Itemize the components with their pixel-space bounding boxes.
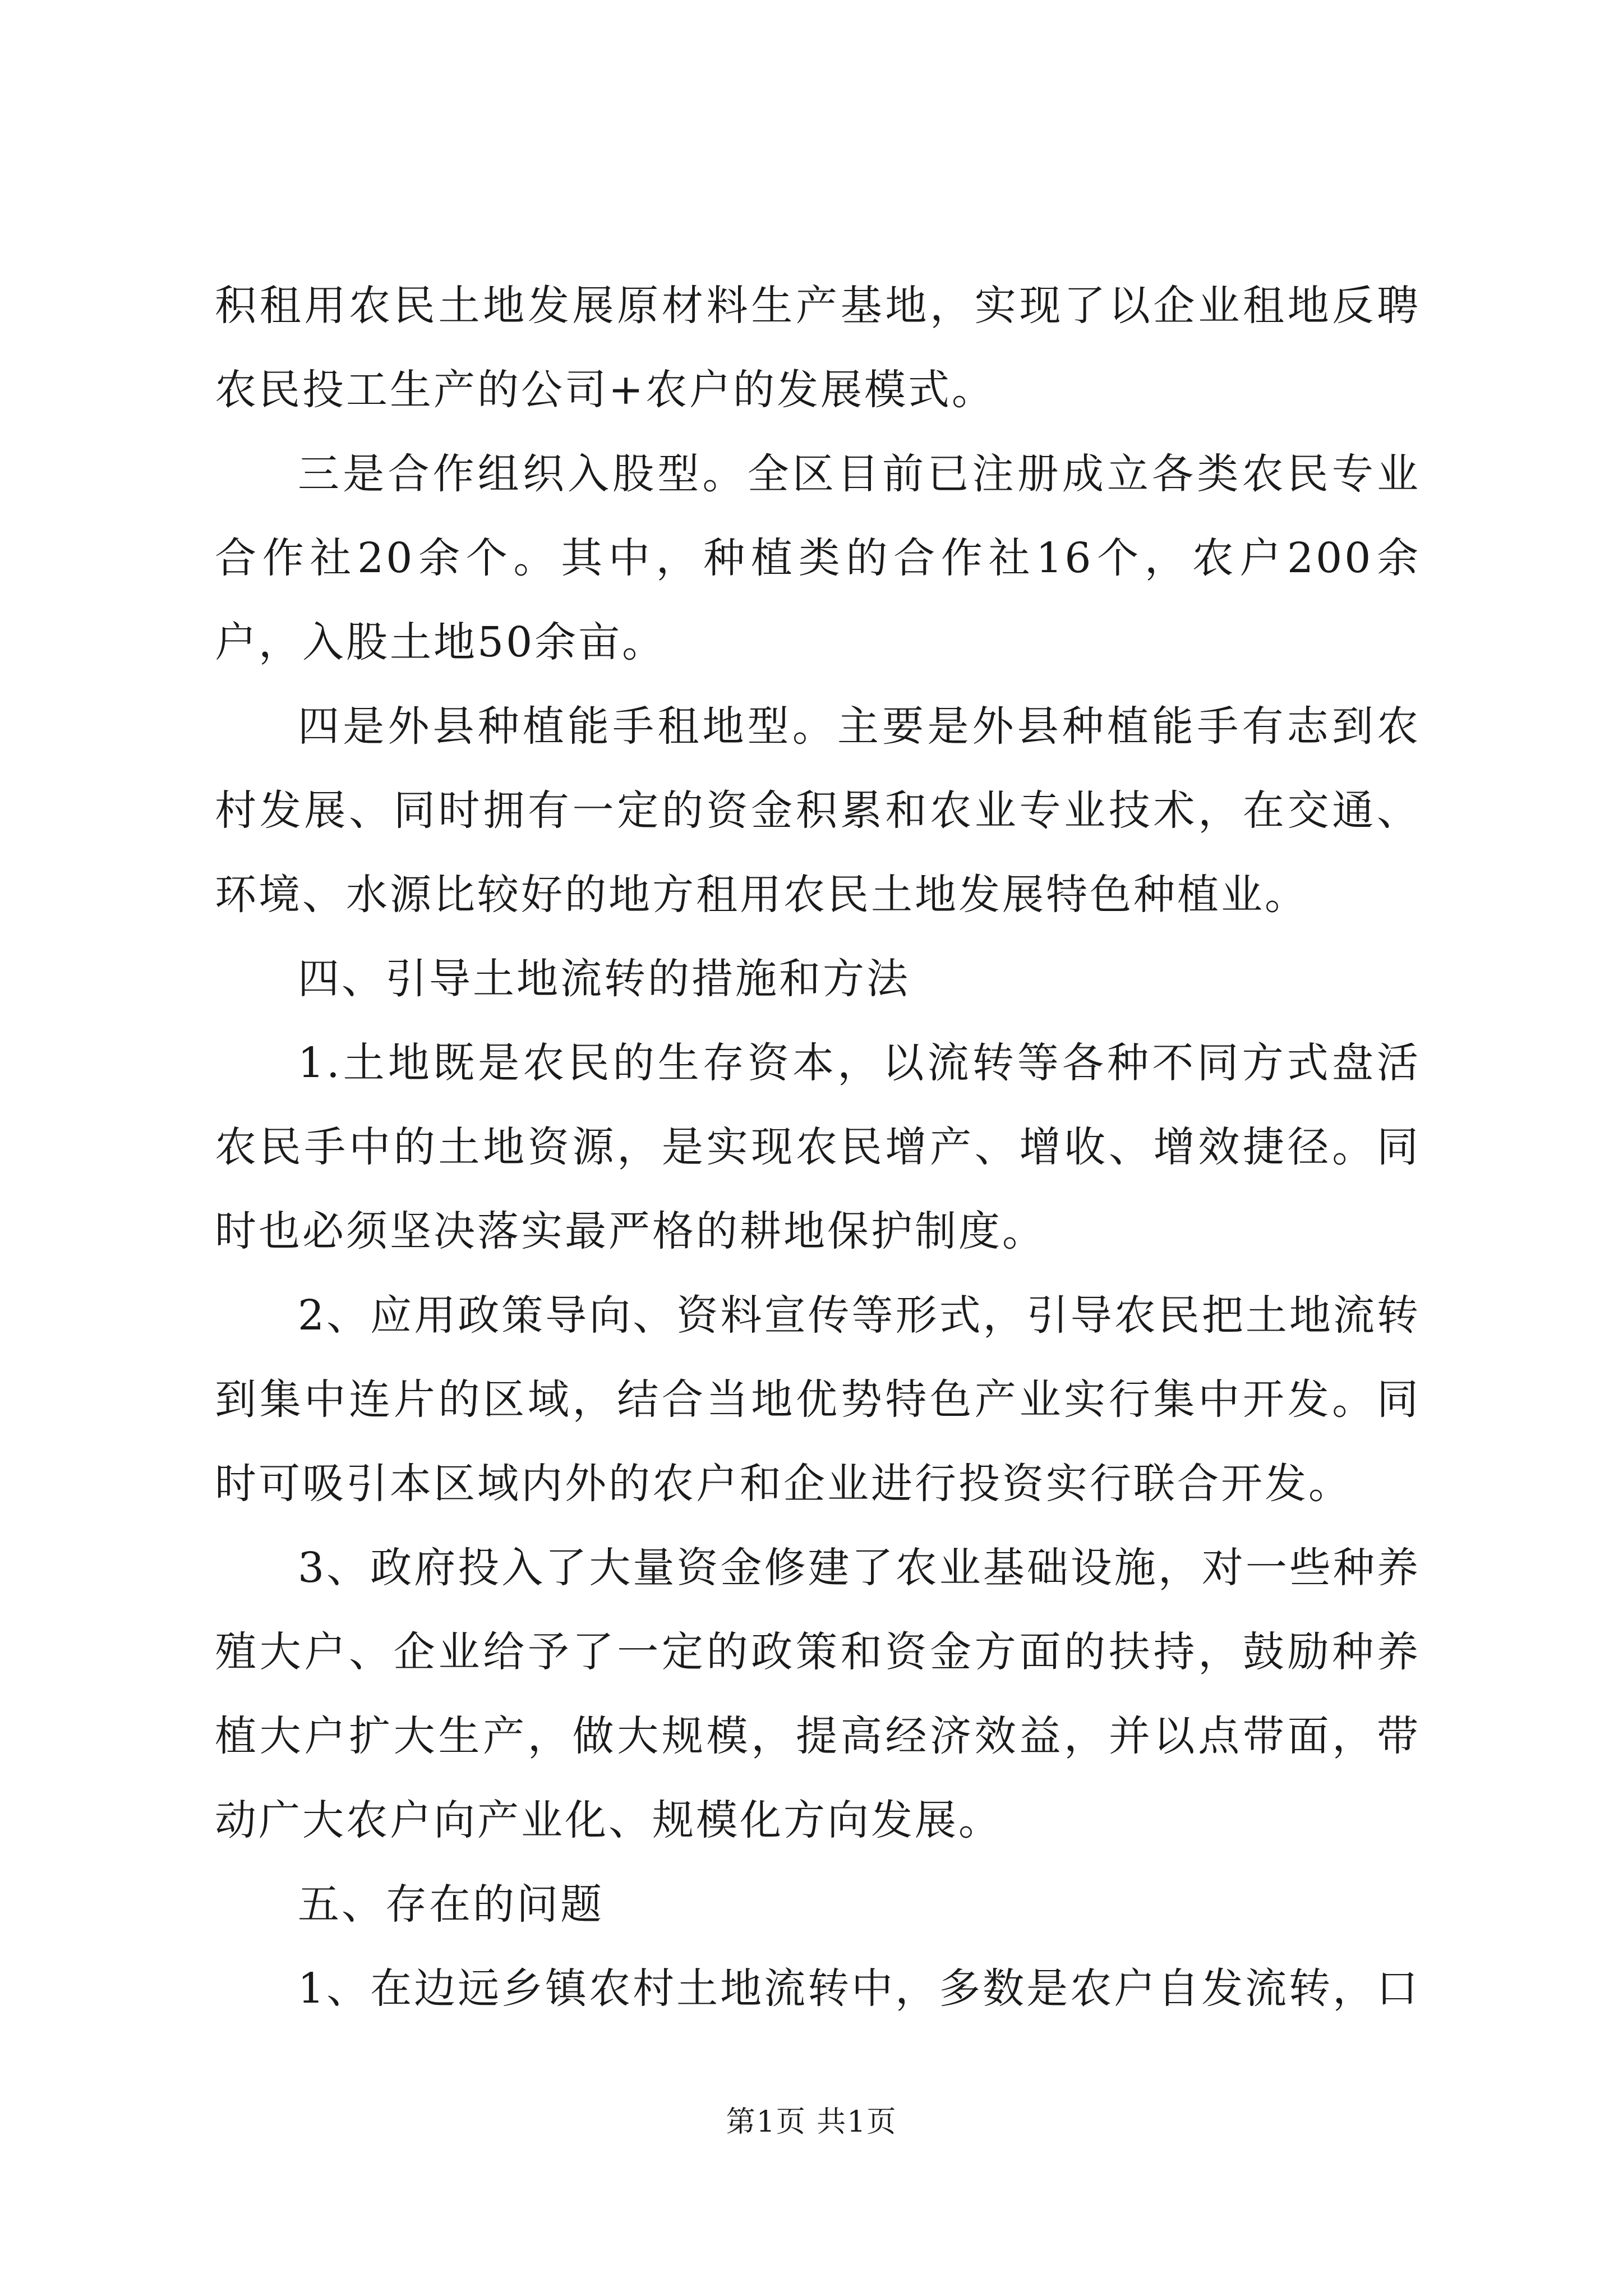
paragraph-measure-2: 2、应用政策导向、资料宣传等形式，引导农民把土地流转到集中连片的区域，结合当地优势特色产业实行集中开发。同时可吸引本区域内外的农户和企业进行投资实行联合开发。 <box>215 1291 1421 1508</box>
paragraph-3: 四是外县种植能手租地型。主要是外县种植能手有志到农村发展、同时拥有一定的资金积累和农业专业技术，在交通、环境、水源比较好的地方租用农民土地发展特色种植业。 <box>215 702 1421 919</box>
paragraph-measure-1: 1.土地既是农民的生存资本，以流转等各种不同方式盘活农民手中的土地资源，是实现农民增产、增收、增效捷径。同时也必须坚决落实最严格的耕地保护制度。 <box>215 1039 1421 1255</box>
section-heading-problems: 五、存在的问题 <box>298 1880 604 1929</box>
paragraph-1: 积租用农民土地发展原材料生产基地，实现了以企业租地反聘农民投工生产的公司+农户的发展模式。 <box>215 282 1421 414</box>
paragraph-2: 三是合作组织入股型。全区目前已注册成立各类农民专业合作社20余个。其中，种植类的合作社16个，农户200余户，入股土地50余亩。 <box>215 450 1421 666</box>
document-body <box>215 264 1421 2031</box>
page-footer: 第1页 共1页 <box>726 2105 897 2139</box>
section-heading-measures: 四、引导土地流转的措施和方法 <box>298 955 910 1003</box>
paragraph-problem-1: 1、在边远乡镇农村土地流转中，多数是农户自发流转，口 <box>298 1964 1421 2013</box>
paragraph-measure-3: 3、政府投入了大量资金修建了农业基础设施，对一些种养殖大户、企业给予了一定的政策和资金方面的扶持，鼓励种养植大户扩大生产，做大规模，提高经济效益，并以点带面，带动广大农户向产业化、规模化方向发展。 <box>215 1544 1421 1844</box>
